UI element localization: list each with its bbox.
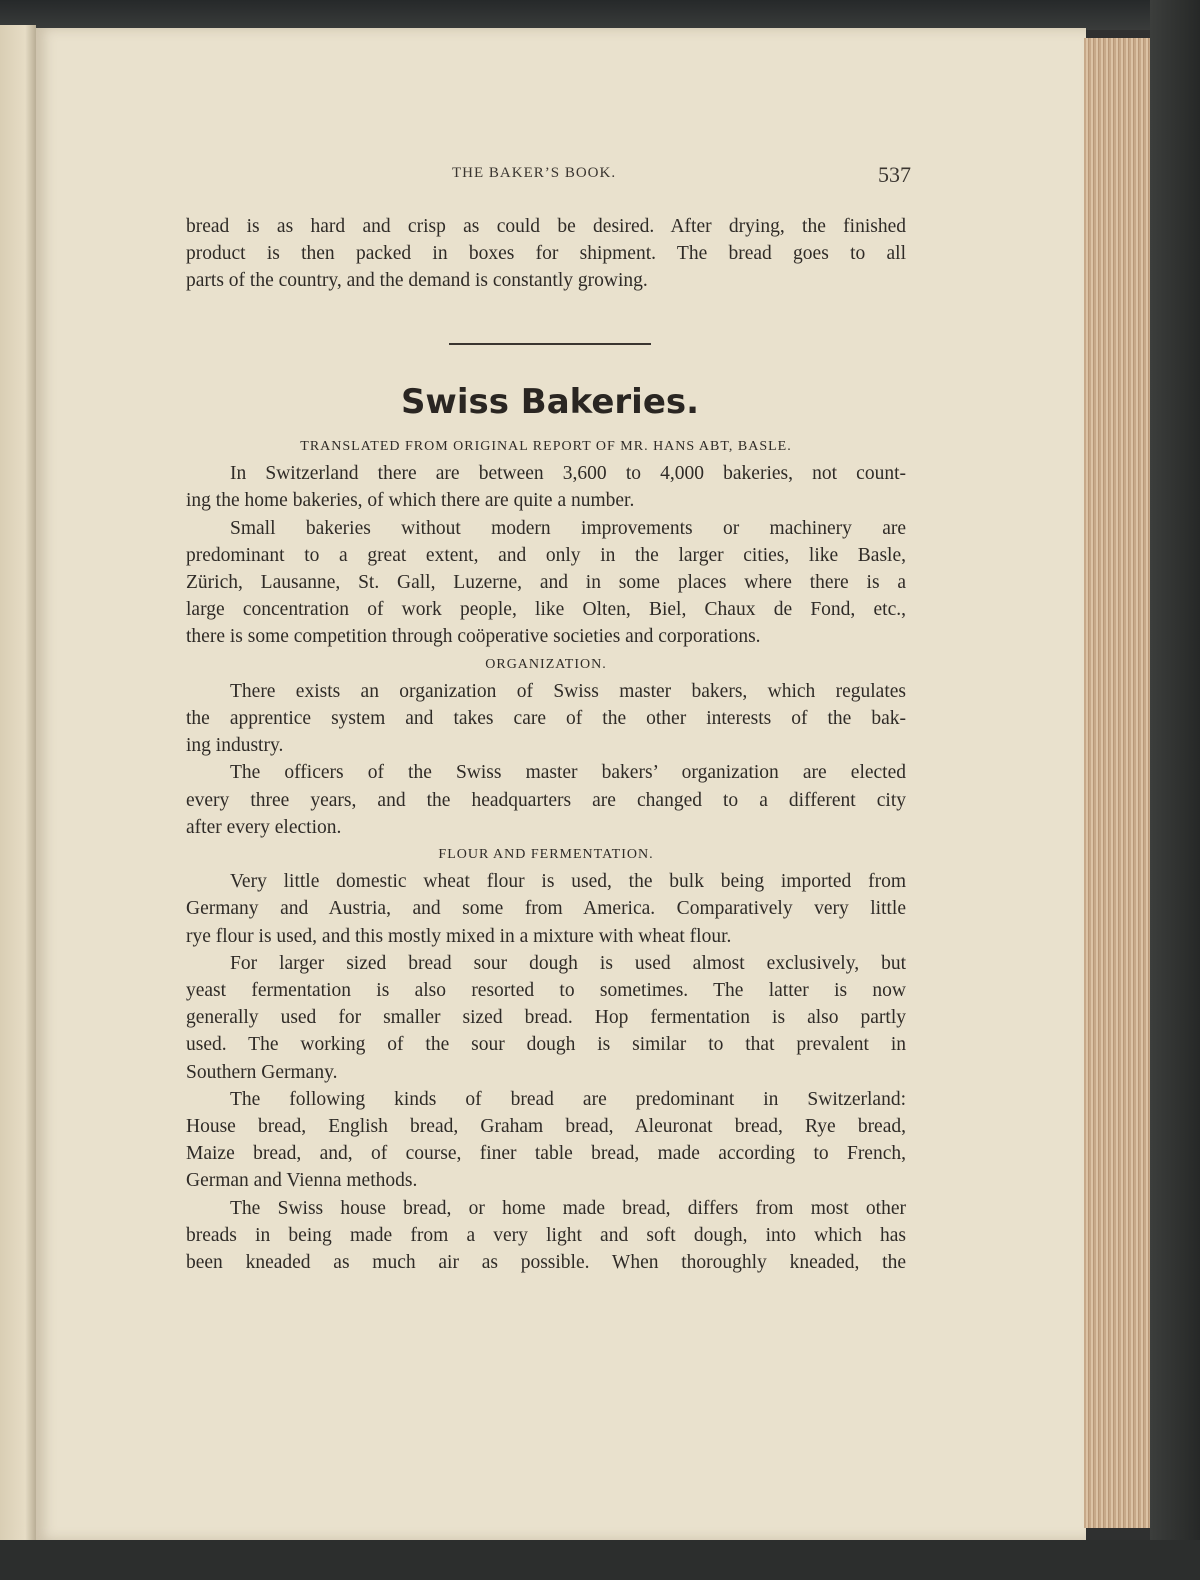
- running-head: THE BAKER’S BOOK.: [452, 165, 617, 181]
- paragraph: [186, 678, 906, 760]
- text-line: bread is as hard and crisp as could be desired. After drying, the finished: [186, 216, 906, 237]
- book-cover-right: [1150, 0, 1200, 1580]
- intro-paragraph: [186, 213, 906, 295]
- text-line: generally used for smaller sized bread. Hop fermentation is also partly: [186, 1007, 906, 1029]
- text-line: Zürich, Lausanne, St. Gall, Luzerne, and in some places where there is a: [186, 572, 906, 594]
- paragraph: [186, 759, 906, 841]
- text-line: parts of the country, and the demand is constantly growing.: [186, 270, 648, 292]
- text-line: Small bakeries without modern improvements or machinery are: [230, 517, 906, 539]
- text-line: after every election.: [186, 816, 342, 838]
- text-line: predominant to a great extent, and only in the larger cities, like Basle,: [186, 544, 906, 566]
- text-line: rye flour is used, and this mostly mixed in a mixture with wheat flour.: [186, 925, 732, 947]
- paragraph: [186, 1195, 906, 1277]
- text-line: In Switzerland there are between 3,600 to 4,000 bakeries, not count-: [230, 463, 906, 485]
- text-line: Very little domestic wheat flour is used, the bulk being imported from: [230, 871, 906, 893]
- paragraph: [186, 950, 906, 1086]
- page-number: 537: [878, 162, 911, 187]
- text-line: used. The working of the sour dough is similar to that prevalent in: [186, 1034, 906, 1056]
- text-line: ing industry.: [186, 735, 284, 757]
- text-line: ing the home bakeries, of which there are quite a number.: [186, 490, 635, 512]
- section-subheading: FLOUR AND FERMENTATION.: [438, 847, 654, 863]
- text-line: The officers of the Swiss master bakers’ organization are elected: [230, 762, 906, 784]
- text-line: German and Vienna methods.: [186, 1170, 418, 1192]
- text-line: product is then packed in boxes for shipment. The bread goes to all: [186, 243, 906, 265]
- text-line: the apprentice system and takes care of the other interests of the bak-: [186, 708, 906, 730]
- book-cover-bottom: [0, 1540, 1200, 1580]
- page-edges: [1084, 38, 1154, 1528]
- paragraph: [186, 515, 906, 651]
- text-line: Southern Germany.: [186, 1061, 338, 1083]
- text-line: Maize bread, and, of course, finer table bread, made according to French,: [186, 1143, 906, 1165]
- text-line: been kneaded as much air as possible. When thoroughly kneaded, the: [186, 1252, 906, 1274]
- text-line: every three years, and the headquarters are changed to a different city: [186, 789, 906, 811]
- paragraph: [186, 1086, 906, 1195]
- article-title: Swiss Bakeries.: [400, 382, 700, 422]
- text-line: House bread, English bread, Graham bread, Aleuronat bread, Rye bread,: [186, 1116, 906, 1138]
- section-subheading: ORGANIZATION.: [485, 656, 607, 672]
- facing-page-edge: [0, 25, 36, 1545]
- text-line: Germany and Austria, and some from America. Comparatively very little: [186, 898, 906, 920]
- section-subheading: TRANSLATED FROM ORIGINAL REPORT OF MR. HANS ABT, BASLE.: [300, 439, 792, 454]
- text-line: large concentration of work people, like Olten, Biel, Chaux de Fond, etc.,: [186, 599, 906, 621]
- text-line: For larger sized bread sour dough is used almost exclusively, but: [230, 952, 906, 974]
- text-line: there is some competition through coöperative societies and corporations.: [186, 626, 761, 648]
- book-cover-top: [0, 0, 1200, 30]
- text-line: There exists an organization of Swiss master bakers, which regulates: [230, 680, 906, 702]
- text-line: breads in being made from a very light and soft dough, into which has: [186, 1224, 906, 1246]
- article-body: [186, 433, 906, 1276]
- text-line: The Swiss house bread, or home made bread, differs from most other: [230, 1197, 906, 1219]
- text-line: The following kinds of bread are predominant in Switzerland:: [230, 1088, 906, 1110]
- section-divider: [449, 343, 651, 345]
- paragraph: [186, 868, 906, 950]
- paragraph: [186, 460, 906, 514]
- text-line: yeast fermentation is also resorted to sometimes. The latter is now: [186, 980, 906, 1002]
